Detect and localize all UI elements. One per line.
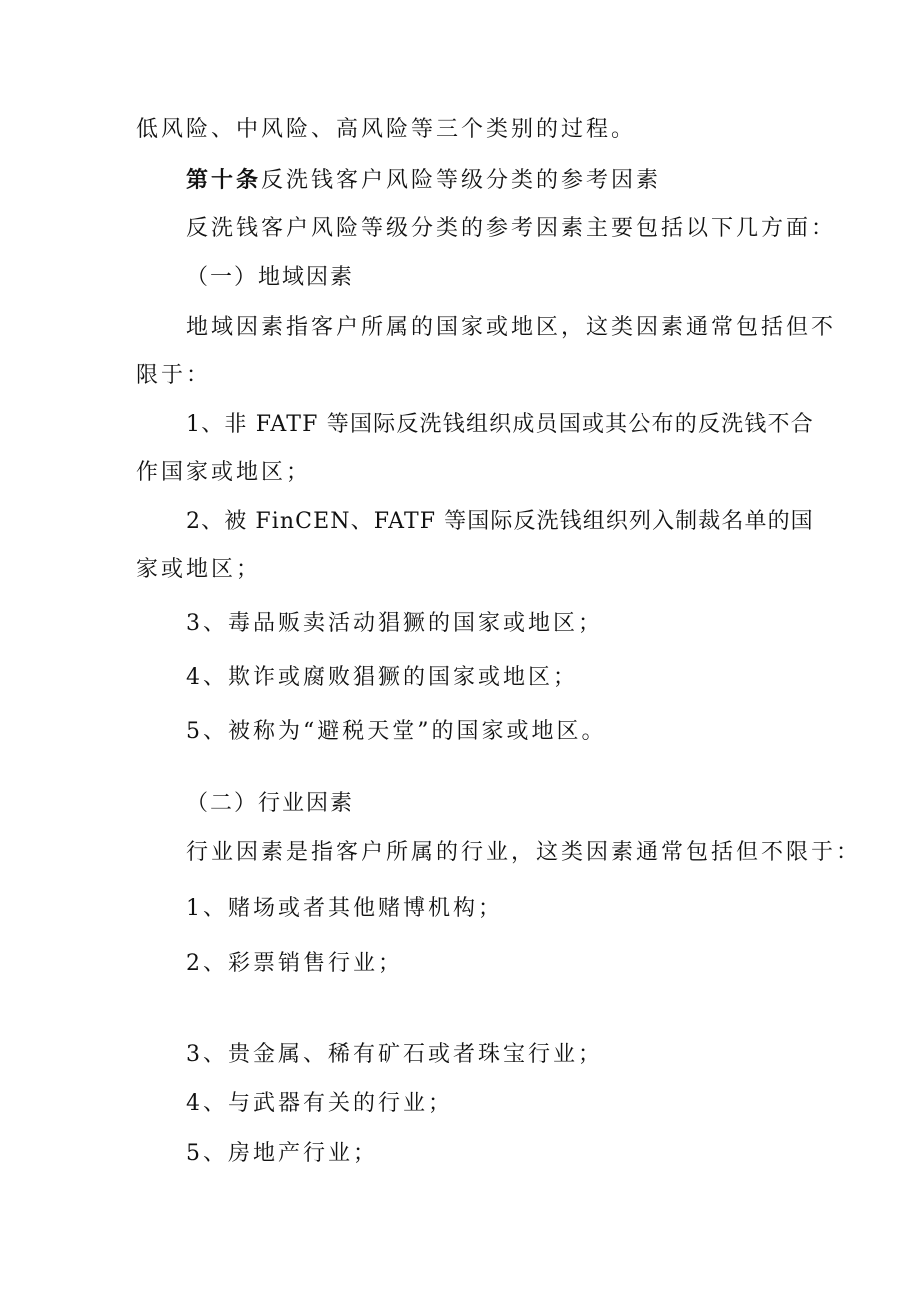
list-item: 5、被称为“避税天堂”的国家或地区。 <box>186 719 607 744</box>
list-item: 4、欺诈或腐败猖獗的国家或地区； <box>186 665 578 690</box>
article-label: 第十条 <box>186 167 262 193</box>
list-item: 2、被 FinCEN、FATF 等国际反洗钱组织列入制裁名单的国 <box>186 509 814 534</box>
list-item: 3、毒品贩卖活动猖獗的国家或地区； <box>186 611 603 636</box>
section-heading: （一）地域因素 <box>186 265 355 290</box>
list-item: 1、非 FATF 等国际反洗钱组织成员国或其公布的反洗钱不合 <box>186 412 814 437</box>
section-heading: （二）行业因素 <box>186 791 355 816</box>
paragraph-line: 限于： <box>136 363 212 388</box>
list-item: 4、与武器有关的行业； <box>186 1091 453 1116</box>
paragraph-line: 作国家或地区； <box>136 460 312 485</box>
list-item: 1、赌场或者其他赌博机构； <box>186 896 503 921</box>
paragraph-line: 行业因素是指客户所属的行业，这类因素通常包括但不限于： <box>186 840 862 865</box>
list-item: 3、贵金属、稀有矿石或者珠宝行业； <box>186 1042 603 1067</box>
paragraph-line: 反洗钱客户风险等级分类的参考因素主要包括以下几方面： <box>186 216 837 241</box>
list-item: 2、彩票销售行业； <box>186 951 403 976</box>
article-heading <box>186 166 661 195</box>
list-item: 5、房地产行业； <box>186 1141 378 1166</box>
paragraph-line: 家或地区； <box>136 557 262 582</box>
paragraph-line: 地域因素指客户所属的国家或地区，这类因素通常包括但不 <box>186 315 837 340</box>
article-title: 反洗钱客户风险等级分类的参考因素 <box>261 168 662 193</box>
paragraph-line: 低风险、中风险、高风险等三个类别的过程。 <box>136 117 637 142</box>
